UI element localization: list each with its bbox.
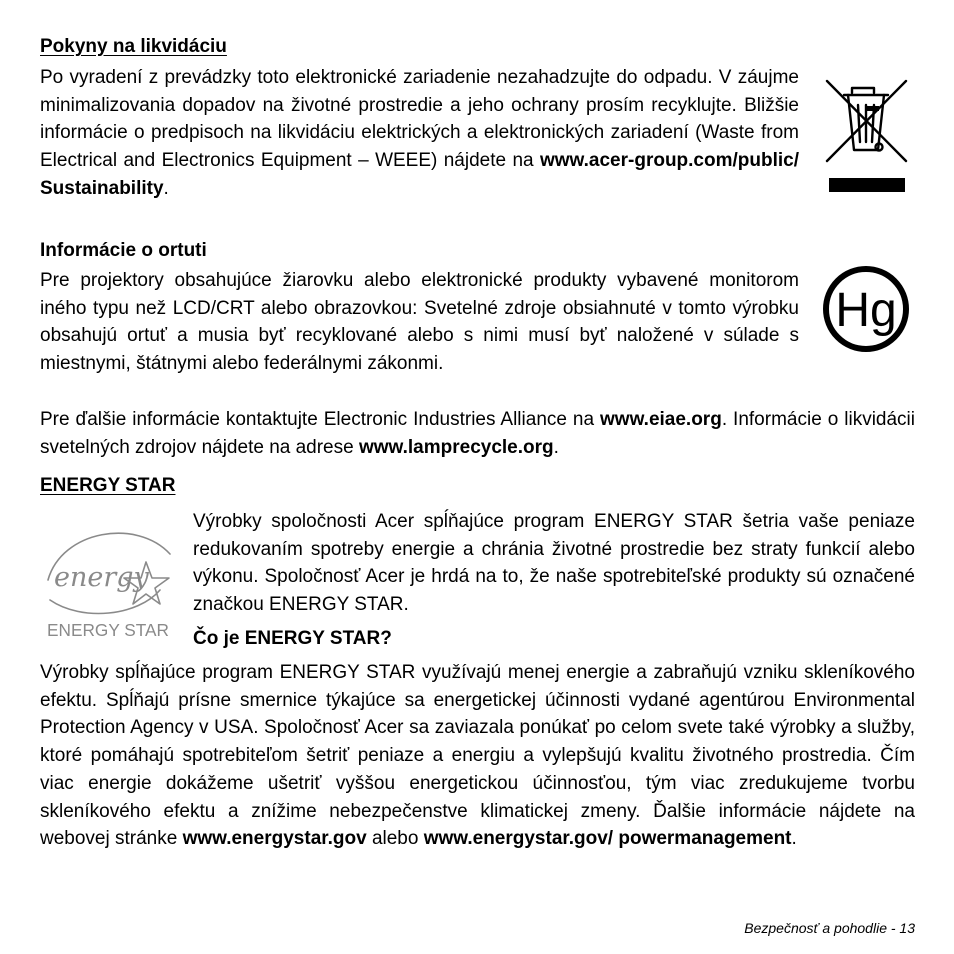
- mercury-more-info: [40, 406, 915, 461]
- energy-star-subheading: Čo je ENERGY STAR?: [193, 628, 392, 649]
- disposal-paragraph: [40, 64, 799, 203]
- mercury-heading: Informácie o ortuti: [40, 240, 207, 261]
- weee-crossed-bin-icon: [824, 78, 910, 194]
- disposal-text: Po vyradení z prevádzky toto elektronické zariadenie nezahadzujte do odpadu. V záujme minimalizovania dopadov na životné prostredie a jeho ochrany prosím recyklujte. Bližšie informácie o predpisoch na likvidáciu elektrických a elektronických zariadení (Waste from Electrical and Electronics Equipment – WEEE) nájdete na: [40, 67, 799, 172]
- disposal-text-end: .: [163, 177, 169, 199]
- energy-star-body-text: Výrobky spĺňajúce program ENERGY STAR využívajú menej energie a zabraňujú vzniku skleníkového efektu. Spĺňajú prísne smernice týkajúce sa energetickej účinnosti vydané agentúrou Environmental Protection Agency v USA. Spoločnosť Acer sa zaviazala ponúkať po celom svete také výrobky a služby, ktoré pomáhajú spotrebiteľom šetriť peniaze a energiu a vylepšujú kvalitu životného prostredia. Čím viac energie dokážeme ušetriť vyššou energetickou účinnosťou, tým viac zredukujeme tvorbu skleníkového efektu a znížime nebezpečenstve klimatickej zmeny. Ďalšie informácie nájdete na webovej stránke: [40, 662, 915, 850]
- energy-star-logo-label: ENERGY STAR: [47, 620, 169, 640]
- energystar-gov-link[interactable]: www.energystar.gov: [182, 828, 367, 850]
- mercury-paragraph: Pre projektory obsahujúce žiarovku alebo elektronické produkty vybavené monitorom iného typu než LCD/CRT alebo obrazovkou: Svetelné zdroje obsiahnuté v tomto výrobku obsahujú ortuť a musia byť recyklované alebo s nimi musí byť naložené v súlade s miestnymi, štátnymi alebo federálnymi zákonmi.: [40, 270, 799, 375]
- energy-star-body: [40, 659, 915, 853]
- energy-star-body-text-2: alebo: [366, 828, 424, 850]
- mercury-hg-symbol: Hg: [835, 284, 897, 337]
- page-footer: Bezpečnosť a pohodlie - 13: [744, 920, 915, 936]
- eiae-link[interactable]: www.eiae.org: [600, 409, 722, 430]
- mercury-more-text: Pre ďalšie informácie kontaktujte Electronic Industries Alliance na: [40, 409, 601, 430]
- disposal-heading: Pokyny na likvidáciu: [40, 36, 227, 57]
- energy-star-body-text-end: .: [791, 828, 797, 850]
- energy-star-logo: [42, 520, 176, 642]
- mercury-hg-icon: [822, 265, 910, 353]
- energy-star-paragraph: Výrobky spoločnosti Acer spĺňajúce program ENERGY STAR šetria vaše peniaze redukovaním spotreby energie a chránia životné prostredie bez straty funkcií alebo výkonu. Spoločnosť Acer je hrdá na to, že naše spotrebiteľské produkty sú označené značkou ENERGY STAR.: [193, 511, 915, 616]
- energy-star-heading: ENERGY STAR: [40, 475, 176, 496]
- acer-sustainability-link[interactable]: www.acer-group.com/public/ Sustainability: [40, 150, 799, 199]
- mercury-more-text-end: .: [553, 436, 559, 458]
- mercury-more-text-2: . Informácie o likvidácii svetelných zdrojov nájdete na adrese: [40, 409, 916, 458]
- energystar-powermanagement-link[interactable]: www.energystar.gov/ powermanagement: [423, 828, 792, 850]
- energy-script-text: energy: [54, 562, 149, 593]
- document-page: [40, 0, 915, 954]
- lamprecycle-link[interactable]: www.lamprecycle.org: [358, 436, 554, 458]
